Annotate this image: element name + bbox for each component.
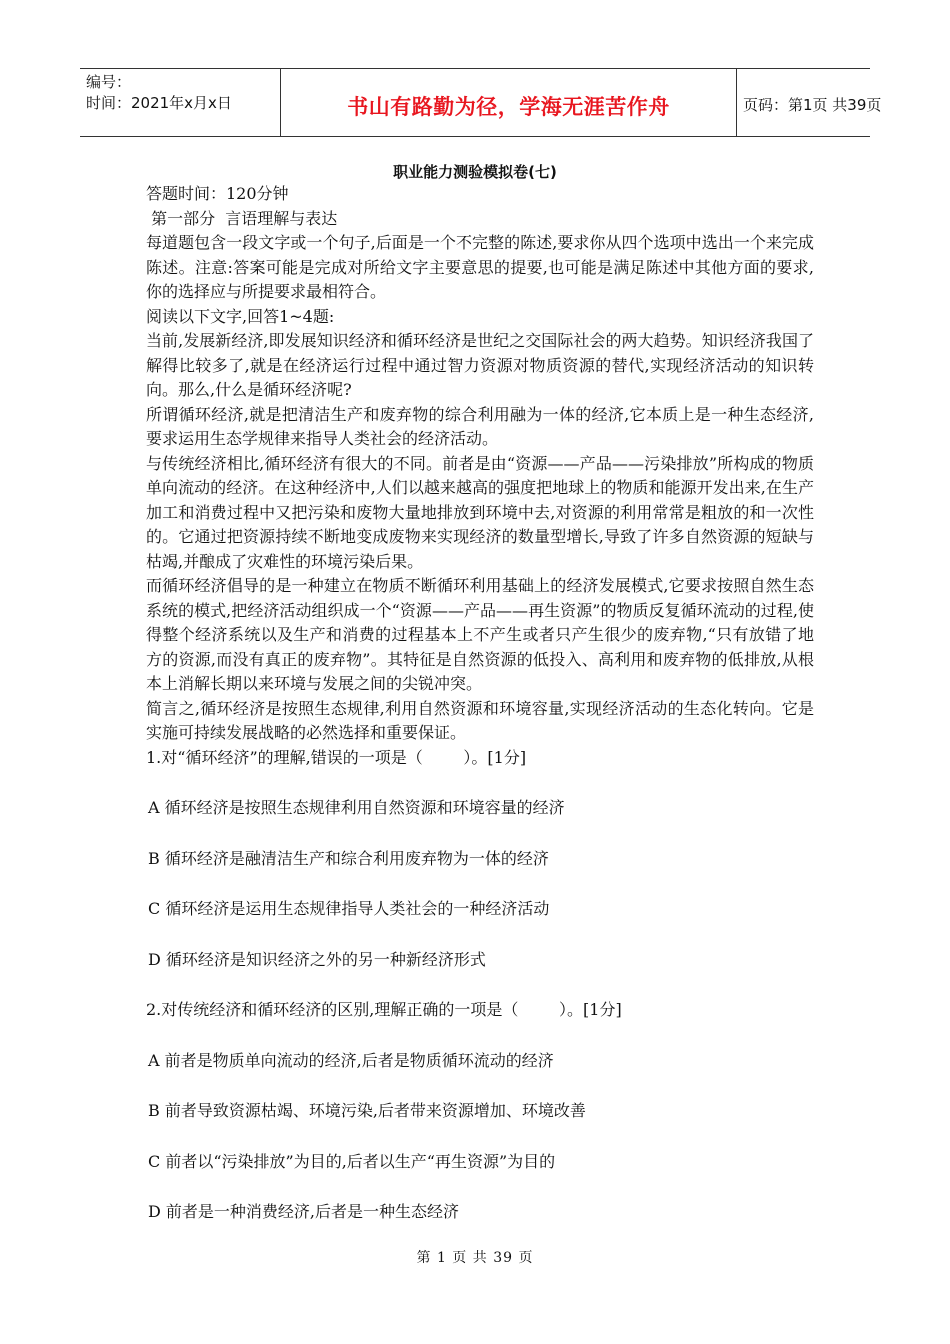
header-right-cell [735,69,882,136]
page-footer: 第 1 页 共 39 页 [416,1250,534,1266]
question-option: C 循环经济是运用生态规律指导人类社会的一种经济活动 [148,899,550,918]
header-left-cell [80,69,280,136]
passage-paragraph: 简言之,循环经济是按照生态规律,利用自然资源和环境容量,实现经济活动的生态化转向。它是实施可持续发展战略的必然选择和重要保证。 [146,698,814,742]
question-stem: 2.对传统经济和循环经济的区别,理解正确的一项是（ ）。[1分] [146,1000,622,1019]
question-option: B 循环经济是融清洁生产和综合利用废弃物为一体的经济 [148,848,549,868]
question-option: D 循环经济是知识经济之外的另一种新经济形式 [148,949,486,969]
question-option: A 循环经济是按照生态规律利用自然资源和环境容量的经济 [148,798,565,817]
question-option: D 前者是一种消费经济,后者是一种生态经济 [148,1202,460,1221]
passage-paragraph: 而循环经济倡导的是一种建立在物质不断循环利用基础上的经济发展模式,它要求按照自然生态系统的模式,把经济活动组织成一个“资源——产品——再生资源”的物质反复循环流动的过程,使得整个经济系统以及生产和消费的过程基本上不产生或者只产生很少的废弃物,“只有放错了地方的资源,而没有真正的废弃物”。其特征是自然资源的低投入、高利用和废弃物的低排放,从根本上消解长期以来环境与发展之间的尖锐冲突。 [146,576,814,693]
reading-prompt: 阅读以下文字,回答1~4题: [146,306,335,326]
document-body [146,182,814,1225]
instructions-paragraph: 每道题包含一段文字或一个句子,后面是一个不完整的陈述,要求你从四个选项中选出一个来完成陈述。注意:答案可能是完成对所给文字主要意思的提要,也可能是满足陈述中其他方面的要求,你的选择应与所提要求最相符合。 [146,233,814,301]
answer-time: 答题时间：120分钟 [146,184,289,203]
passage-paragraph: 与传统经济相比,循环经济有很大的不同。前者是由“资源——产品——污染排放”所构成的物质单向流动的经济。在这种经济中,人们以越来越高的强度把地球上的物质和能源开发出来,在生产加工和消费过程中又把污染和废物大量地排放到环境中去,对资源的利用常常是粗放的和一次性的。它通过把资源持续不断地变成废物来实现经济的数量型增长,导致了许多自然资源的短缺与枯竭,并酿成了灾难性的环境污染后果。 [146,453,814,571]
page-info: 页码：第1页 共39页 [743,96,882,114]
question-option: A 前者是物质单向流动的经济,后者是物质循环流动的经济 [148,1050,554,1070]
question-stem: 1.对“循环经济”的理解,错误的一项是（ ）。[1分] [146,747,527,767]
time-label: 时间：2021年x月x日 [86,94,232,112]
slogan: 书山有路勤为径，学海无涯苦作舟 [347,95,670,119]
question-option: C 前者以“污染排放”为目的,后者以生产“再生资源”为目的 [148,1151,556,1171]
passage-paragraph: 当前,发展新经济,即发展知识经济和循环经济是世纪之交国际社会的两大趋势。知识经济我国了解得比较多了,就是在经济运行过程中通过智力资源对物质资源的替代,实现经济活动的知识转向。那么,什么是循环经济呢? [146,331,814,399]
number-label: 编号： [86,73,132,91]
document-title: 职业能力测验模拟卷(七) [393,163,557,181]
header-table [80,68,882,137]
question-option: B 前者导致资源枯竭、环境污染,后者带来资源增加、环境改善 [148,1101,586,1120]
passage-paragraph: 所谓循环经济,就是把清洁生产和废弃物的综合利用融为一体的经济,它本质上是一种生态经济,要求运用生态学规律来指导人类社会的经济活动。 [146,404,814,448]
header-middle-cell [280,69,737,136]
section-heading: 第一部分 言语理解与表达 [146,208,338,228]
